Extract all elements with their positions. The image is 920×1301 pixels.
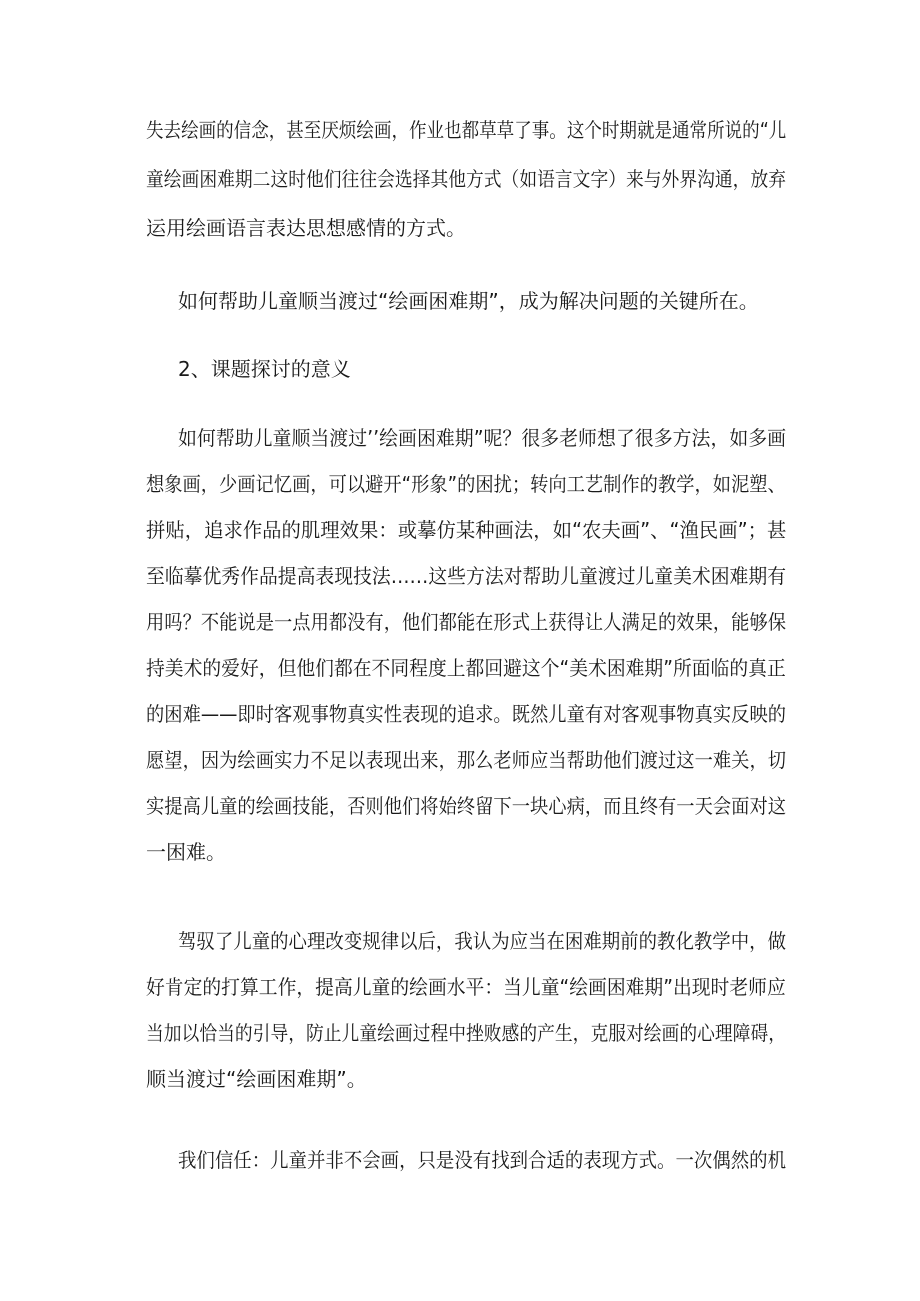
- paragraph-line: 失去绘画的信念，甚至厌烦绘画，作业也都草草了事。这个时期就是通常所说的“儿: [146, 118, 787, 142]
- paragraph-line: 驾驭了儿童的心理改变规律以后，我认为应当在困难期前的教化教学中，做: [178, 929, 786, 953]
- paragraph-line: 用吗？不能说是一点用都没有，他们都能在形式上获得让人满足的效果，能够保: [146, 610, 787, 634]
- section-heading-text: 2、课题探讨的意义: [178, 357, 351, 381]
- paragraph-line: 当加以恰当的引导，防止儿童绘画过程中挫败感的产生，克服对绘画的心理障碍，: [146, 1021, 787, 1045]
- paragraph-line: 持美术的爱好，但他们都在不同程度上都回避这个“美术困难期”所面临的真正: [146, 656, 786, 680]
- paragraph-line: 想象画，少画记忆画，可以避开“形象”的困扰；转向工艺制作的教学，如泥塑、: [146, 472, 786, 496]
- paragraph-line: 愿望，因为绘画实力不足以表现出来，那么老师应当帮助他们渡过这一难关，切: [146, 748, 787, 772]
- paragraph-line: 如何帮助儿童顺当渡过’’绘画困难期”呢？很多老师想了很多方法，如多画: [178, 426, 787, 450]
- paragraph-line: 好肯定的打算工作，提高儿童的绘画水平：当儿童“绘画困难期”出现时老师应: [146, 975, 786, 999]
- paragraph-line: 顺当渡过“绘画困难期”。: [146, 1067, 367, 1091]
- paragraph-line: 童绘画困难期二这时他们往往会选择其他方式（如语言文字）来与外界沟通，放弃: [146, 167, 787, 191]
- paragraph-line: 我们信任：儿童并非不会画，只是没有找到合适的表现方式。一次偶然的机: [178, 1148, 786, 1172]
- paragraph-line: 的困难——即时客观事物真实性表现的追求。既然儿童有对客观事物真实反映的: [146, 702, 787, 726]
- paragraph-line: 拼贴，追求作品的肌理效果：或摹仿某种画法，如“农夫画”、“渔民画”；甚: [146, 518, 787, 542]
- paragraph-line: 运用绘画语言表达思想感情的方式。: [146, 216, 466, 240]
- paragraph-line: 实提高儿童的绘画技能，否则他们将始终留下一块心病，而且终有一天会面对这: [146, 794, 787, 818]
- paragraph-line: 一困难。: [146, 840, 226, 864]
- paragraph-line: 至临摹优秀作品提高表现技法……这些方法对帮助儿童渡过儿童美术困难期有: [146, 564, 787, 588]
- paragraph-line: 如何帮助儿童顺当渡过“绘画困难期”，成为解决问题的关键所在。: [178, 289, 759, 313]
